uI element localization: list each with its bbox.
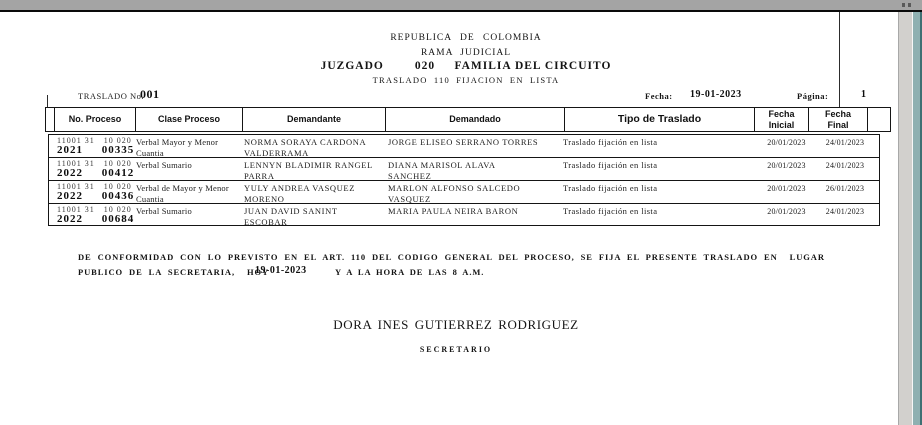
- cell-clase: Verbal de Mayor y Menor Cuantia: [136, 183, 229, 204]
- window-corner-icon: [901, 1, 914, 8]
- fecha-inicial-line2: Inicial: [768, 119, 795, 130]
- traslado-no-value: 001: [140, 87, 160, 101]
- table-row: [49, 204, 879, 227]
- proceso-code: 11001 31 10 020: [57, 182, 132, 191]
- table-body-box: [48, 134, 880, 226]
- pagina-label: Página:: [797, 91, 829, 101]
- pagina-value: 1: [861, 89, 866, 100]
- proceso-code: 11001 31 10 020: [57, 159, 132, 168]
- proceso-number: 2022 00684: [57, 213, 135, 225]
- column-header-demandado: Demandado: [385, 107, 565, 132]
- window-titlebar: [0, 0, 922, 10]
- cell-demandado: MARLON ALFONSO SALCEDO VASQUEZ: [388, 183, 521, 204]
- fecha-label: Fecha:: [645, 91, 673, 101]
- cell-tipo: Traslado fijación en lista: [563, 137, 658, 147]
- cell-demandante: YULY ANDREA VASQUEZ MORENO: [244, 183, 355, 204]
- cell-fecha-final: 24/01/2023: [825, 161, 865, 170]
- cell-demandante: LENNYN BLADIMIR RANGEL PARRA: [244, 160, 373, 181]
- fecha-final-line1: Fecha: [824, 109, 851, 120]
- column-header-fecha-inicial: [754, 107, 809, 132]
- column-header-demandante: Demandante: [242, 107, 386, 132]
- footer-date: 19-01-2023: [255, 265, 307, 276]
- cell-tipo: Traslado fijación en lista: [563, 160, 658, 170]
- cell-proceso: [49, 158, 136, 181]
- cell-demandante: JUAN DAVID SANINT ESCOBAR: [244, 206, 338, 227]
- column-header-clase: Clase Proceso: [135, 107, 243, 132]
- republic-title: REPUBLICA DE COLOMBIA: [390, 33, 542, 43]
- footer-line1: DE CONFORMIDAD CON LO PREVISTO EN EL ART. 110 DEL CODIGO GENERAL DEL PROCESO, SE FIJA EL PRESENTE TRASLADO EN LUGAR: [78, 252, 825, 262]
- secretary-role: SECRETARIO: [419, 345, 493, 354]
- column-header-tipo: Tipo de Traslado: [564, 107, 755, 132]
- titlebar-edge-line: [0, 10, 922, 12]
- cell-proceso: [49, 135, 136, 158]
- cell-fecha-inicial: 20/01/2023: [767, 161, 806, 170]
- cell-fecha-final: 24/01/2023: [825, 138, 865, 147]
- column-header-fecha-final: [808, 107, 868, 132]
- table-row: [49, 181, 879, 204]
- cell-proceso: [49, 181, 136, 204]
- cell-demandante: NORMA SORAYA CARDONA VALDERRAMA: [244, 137, 366, 158]
- vertical-scrollbar[interactable]: [898, 12, 913, 425]
- cell-demandado: MARIA PAULA NEIRA BARON: [388, 206, 519, 216]
- cell-fecha-inicial: 20/01/2023: [767, 184, 806, 193]
- cell-demandado: DIANA MARISOL ALAVA SANCHEZ: [388, 160, 496, 181]
- secretary-name: DORA INES GUTIERREZ RODRIGUEZ: [333, 317, 579, 332]
- cell-clase: Verbal Sumario: [136, 206, 192, 216]
- cell-fecha-final: 26/01/2023: [825, 184, 865, 193]
- juzgado-title: JUZGADO 020 FAMILIA DEL CIRCUITO: [320, 60, 612, 72]
- traslado-no-label: TRASLADO No.: [78, 91, 144, 101]
- cell-tipo: Traslado fijación en lista: [563, 206, 658, 216]
- column-header-proceso: No. Proceso: [54, 107, 136, 132]
- proceso-code: 11001 31 10 020: [57, 205, 132, 214]
- table-row: [49, 135, 879, 158]
- proceso-number: 2022 00412: [57, 167, 135, 179]
- footer-hora: Y A LA HORA DE LAS 8 A.M.: [335, 267, 485, 277]
- rama-judicial-title: RAMA JUDICIAL: [420, 48, 512, 58]
- proceso-number: 2021 00335: [57, 144, 135, 156]
- fecha-final-line2: Final: [827, 119, 849, 130]
- cell-fecha-final: 24/01/2023: [825, 207, 865, 216]
- window-right-edge: [913, 12, 922, 425]
- cell-proceso: [49, 204, 136, 227]
- proceso-number: 2022 00436: [57, 190, 135, 202]
- cell-demandado: JORGE ELISEO SERRANO TORRES: [388, 137, 539, 147]
- cell-fecha-inicial: 20/01/2023: [767, 207, 806, 216]
- traslado-subtitle: TRASLADO 110 FIJACION EN LISTA: [372, 75, 560, 85]
- table-header-box: [45, 107, 891, 132]
- footer-line2: PUBLICO DE LA SECRETARIA, HOY: [78, 267, 270, 277]
- cell-clase: Verbal Sumario: [136, 160, 192, 170]
- cell-clase: Verbal Mayor y Menor Cuantia: [136, 137, 219, 158]
- fecha-value: 19-01-2023: [690, 89, 742, 100]
- table-row: [49, 158, 879, 181]
- cell-fecha-inicial: 20/01/2023: [767, 138, 806, 147]
- proceso-code: 11001 31 10 020: [57, 136, 132, 145]
- report-frame-line-left: [47, 95, 48, 107]
- cell-tipo: Traslado fijación en lista: [563, 183, 658, 193]
- fecha-inicial-line1: Fecha: [768, 109, 795, 120]
